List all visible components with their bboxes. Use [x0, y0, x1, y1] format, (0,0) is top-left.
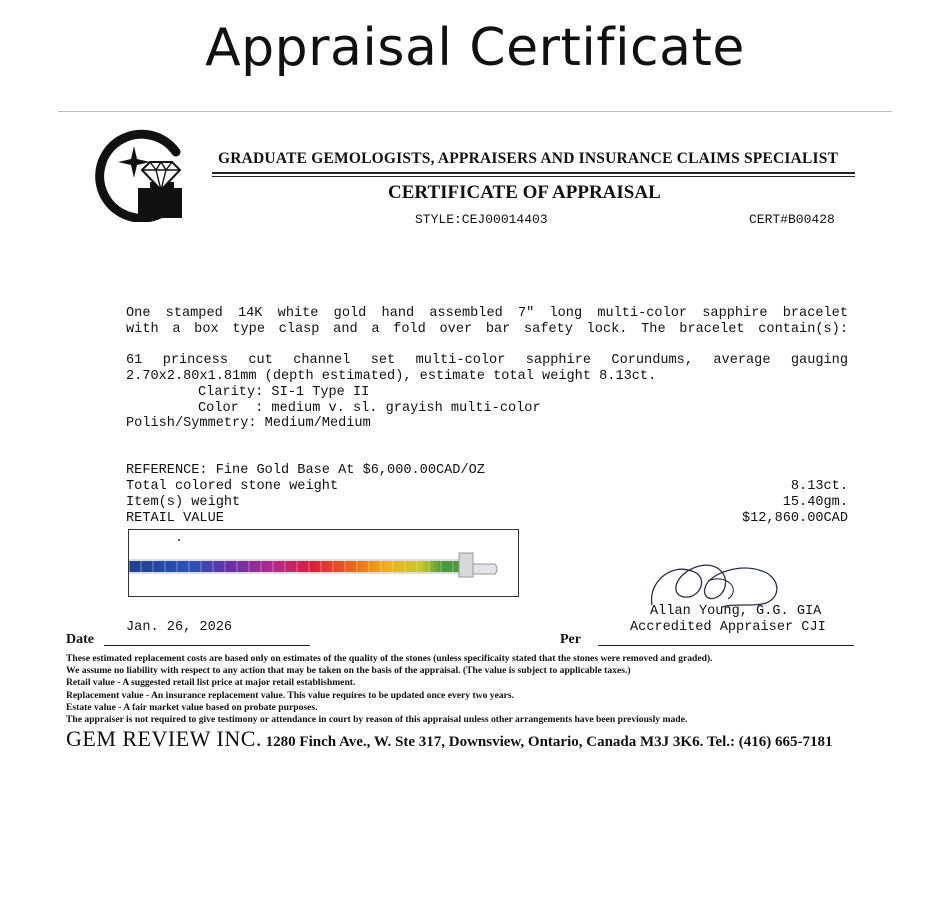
company-address: 1280 Finch Ave., W. Ste 317, Downsview, Ontario, Canada M3J 3K6. Tel.: (416) 665-7181	[261, 734, 833, 750]
color-line: Color : medium v. sl. grayish multi-color	[198, 401, 541, 416]
summary-value-item-weight: 15.40gm.	[782, 495, 848, 510]
per-label: Per	[560, 632, 581, 647]
summary-value-stone-weight: 8.13ct.	[790, 479, 848, 494]
appraisal-date: Jan. 26, 2026	[126, 620, 233, 635]
polish-symmetry-line: Polish/Symmetry: Medium/Medium	[126, 416, 371, 431]
page-title: Appraisal Certificate	[205, 18, 745, 78]
description-line-4: 2.70x2.80x1.81mm (depth estimated), estimate total weight 8.13ct.	[126, 369, 657, 384]
sapphire-bracelet-photo-icon	[129, 530, 518, 596]
disclaimer-line: These estimated replacement costs are based only on estimates of the quality of the stones (unless specificaity stated that the stones were removed and graded).	[66, 653, 713, 664]
disclaimer-line: The appraiser is not required to give testimony or attendance in court by reason of this appraisal unless other arrangements have been previously made.	[66, 714, 688, 726]
date-label: Date	[66, 632, 94, 647]
summary-label-stone-weight: Total colored stone weight	[126, 479, 339, 494]
appraiser-title: Accredited Appraiser CJI	[630, 620, 826, 635]
title-divider	[58, 111, 892, 112]
description-line-3: 61 princess cut channel set multi-color sapphire Corundums, average gauging	[126, 353, 848, 368]
summary-value-retail-value: $12,860.00CAD	[741, 511, 848, 526]
disclaimer-line: We assume no liability with respect to any action that may be taken on the basis of the appraisal. (The value is subject to applicable taxes.)	[66, 665, 631, 677]
header-rule-thin	[212, 176, 855, 177]
bracelet-photo-frame	[128, 529, 519, 597]
disclaimer	[66, 653, 713, 726]
header-rule	[212, 172, 855, 174]
clarity-line: Clarity: SI-1 Type II	[198, 385, 370, 400]
cert-number: CERT#B00428	[749, 212, 835, 227]
organization-name: GRADUATE GEMOLOGISTS, APPRAISERS AND INSURANCE CLAIMS SPECIALIST	[218, 150, 839, 167]
certificate-heading: CERTIFICATE OF APPRAISAL	[388, 182, 661, 203]
date-line	[104, 645, 310, 646]
gold-reference: REFERENCE: Fine Gold Base At $6,000.00CAD/OZ	[126, 463, 485, 478]
description-line-2: with a box type clasp and a fold over bar safety lock. The bracelet contain(s):	[126, 322, 848, 337]
company-footer	[66, 726, 833, 752]
disclaimer-line: Replacement value - An insurance replacement value. This value requires to be updated once every two years.	[66, 689, 515, 701]
summary-label-item-weight: Item(s) weight	[126, 495, 241, 510]
style-number: STYLE:CEJ00014403	[415, 212, 548, 227]
disclaimer-line: Retail value - A suggested retail list price at major retail establishment.	[66, 677, 356, 689]
gemstone-g-logo-icon	[94, 126, 186, 222]
per-line	[598, 645, 854, 646]
company-name: GEM REVIEW INC.	[66, 726, 262, 751]
appraiser-name: Allan Young, G.G. GIA	[650, 604, 822, 619]
summary-label-retail-value: RETAIL VALUE	[126, 511, 224, 526]
disclaimer-line: Estate value - A fair market value based on probate purposes.	[66, 701, 318, 713]
description-line-1: One stamped 14K white gold hand assembled 7" long multi-color sapphire bracelet	[126, 306, 848, 321]
